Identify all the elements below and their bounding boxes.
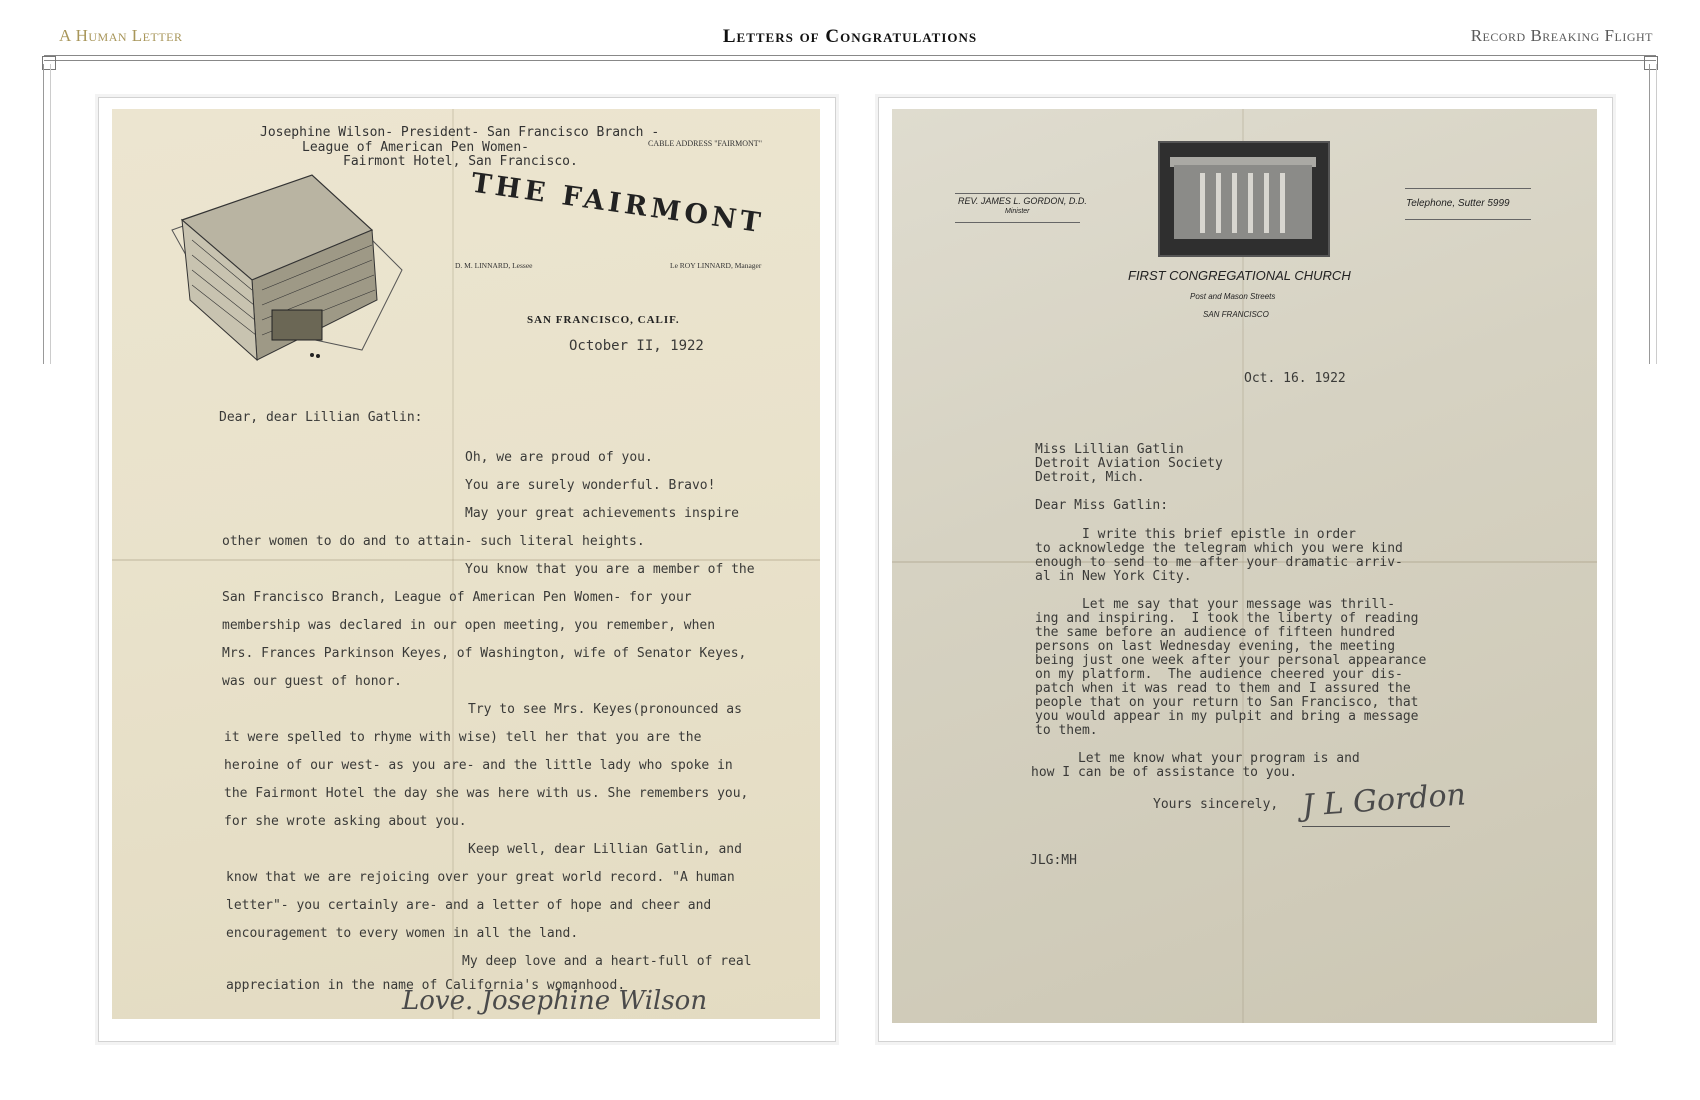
letter-salutation: Dear, dear Lillian Gatlin: [219,410,423,425]
letter-body-line: Mrs. Frances Parkinson Keyes, of Washington, wife of Senator Keyes, [222,646,747,661]
letter-body-line: You know that you are a member of the [465,562,755,577]
cable-address: CABLE ADDRESS "FAIRMONT" [648,139,762,148]
letter-body-line: people that on your return to San Francisco, that [1035,695,1419,710]
letter-body-line: Oh, we are proud of you. [465,450,653,465]
letter-body-line: ing and inspiring. I took the liberty of reading [1035,611,1419,626]
letter-body-line: Let me know what your program is and [1031,751,1360,766]
letter-body-line: the same before an audience of fifteen hundred [1035,625,1396,640]
letter-date: October II, 1922 [569,338,704,354]
paper-fold [112,559,820,561]
letter-body-line: Try to see Mrs. Keyes(pronounced as [468,702,742,717]
letter-body-line: it were spelled to rhyme with wise) tell her that you are the [224,730,702,745]
running-header-right: Record Breaking Flight [1470,26,1653,45]
letter-body-line: encouragement to every women in all the land. [226,926,579,941]
letter-body-line: persons on last Wednesday evening, the meeting [1035,639,1396,654]
letter-body-line: My deep love and a heart-full of real [462,954,752,969]
letter-body-line: letter"- you certainly are- and a letter of hope and cheer and [226,898,712,913]
minister-name: REV. JAMES L. GORDON, D.D. [958,196,1087,206]
letterhead-rule [1405,219,1531,220]
signature-underline [1302,826,1450,827]
handwritten-signature: J L Gordon [1300,777,1468,824]
running-header-left: A Human Letter [59,26,183,45]
church-address: Post and Mason Streets [1190,292,1276,301]
letter-body-line: other women to do and to attain- such literal heights. [222,534,645,549]
lessee-name: D. M. LINNARD, Lessee [455,261,533,270]
letter-body-line: being just one week after your personal appearance [1035,653,1427,668]
letter-body-line: how I can be of assistance to you. [1031,765,1298,780]
handwritten-signature: Love. Josephine Wilson [402,986,708,1016]
recipient-line: Detroit Aviation Society [1035,456,1223,471]
letter-body-line: know that we are rejoicing over your great world record. "A human [226,870,735,885]
church-building-image [1158,141,1330,257]
church-name: FIRST CONGREGATIONAL CHURCH [1128,268,1351,283]
letterhead-city: SAN FRANCISCO, CALIF. [527,314,680,326]
church-city: SAN FRANCISCO [1203,310,1269,319]
letter-date: Oct. 16. 1922 [1244,371,1346,386]
letter-body-line: San Francisco Branch, League of American Pen Women- for your [222,590,692,605]
letter-salutation: Dear Miss Gatlin: [1035,498,1169,513]
minister-title: Minister [1005,208,1030,215]
letter-body-line: on my platform. The audience cheered your dis- [1035,667,1403,682]
letter-body-line: patch when it was read to them and I assured the [1035,681,1411,696]
letter-body-line: enough to send to me after your dramatic arriv- [1035,555,1403,570]
letter-closing: Yours sincerely, [1153,797,1279,812]
manager-name: Le ROY LINNARD, Manager [670,261,762,270]
letter-body-line: Keep well, dear Lillian Gatlin, and [468,842,742,857]
letter-body-line: appreciation in the name of California's womanhood. [226,978,626,993]
letterhead-line: League of American Pen Women- [302,140,529,155]
letter-body-line: May your great achievements inspire [465,506,739,521]
letter-body-line: Let me say that your message was thrill- [1035,597,1396,612]
letter-body-line: to them. [1035,723,1098,738]
letter-body-line: membership was declared in our open meeting, you remember, when [222,618,716,633]
letter-body-line: to acknowledge the telegram which you were kind [1035,541,1403,556]
letterhead-rule [955,193,1080,194]
letter-body-line: for she wrote asking about you. [224,814,467,829]
letterhead-line: Fairmont Hotel, San Francisco. [343,154,578,169]
recipient-line: Detroit, Mich. [1035,470,1145,485]
letter-body-line: you would appear in my pulpit and bring a message [1035,709,1419,724]
typist-initials: JLG:MH [1030,853,1077,868]
letter-body-line: I write this brief epistle in order [1035,527,1356,542]
church-telephone: Telephone, Sutter 5999 [1406,198,1510,209]
letter-body-line: was our guest of honor. [222,674,403,689]
hotel-engraving-image [162,160,442,365]
letter-body-line: the Fairmont Hotel the day she was here with us. She remembers you, [224,786,749,801]
letter-body-line: heroine of our west- as you are- and the little lady who spoke in [224,758,733,773]
letter-body-line: You are surely wonderful. Bravo! [465,478,716,493]
letterhead-line: Josephine Wilson- President- San Francisco Branch - [260,125,660,140]
frame-side-left [43,64,51,364]
hotel-name-title: THE FAIRMONT [469,167,767,240]
letter-body-line: al in New York City. [1035,569,1192,584]
running-header-title: Letters of Congratulations [722,26,978,47]
letterhead-rule [1405,188,1531,189]
recipient-line: Miss Lillian Gatlin [1035,442,1184,457]
frame-side-right [1649,64,1657,364]
page-frame-rule [44,55,1656,61]
letterhead-rule [955,222,1080,223]
